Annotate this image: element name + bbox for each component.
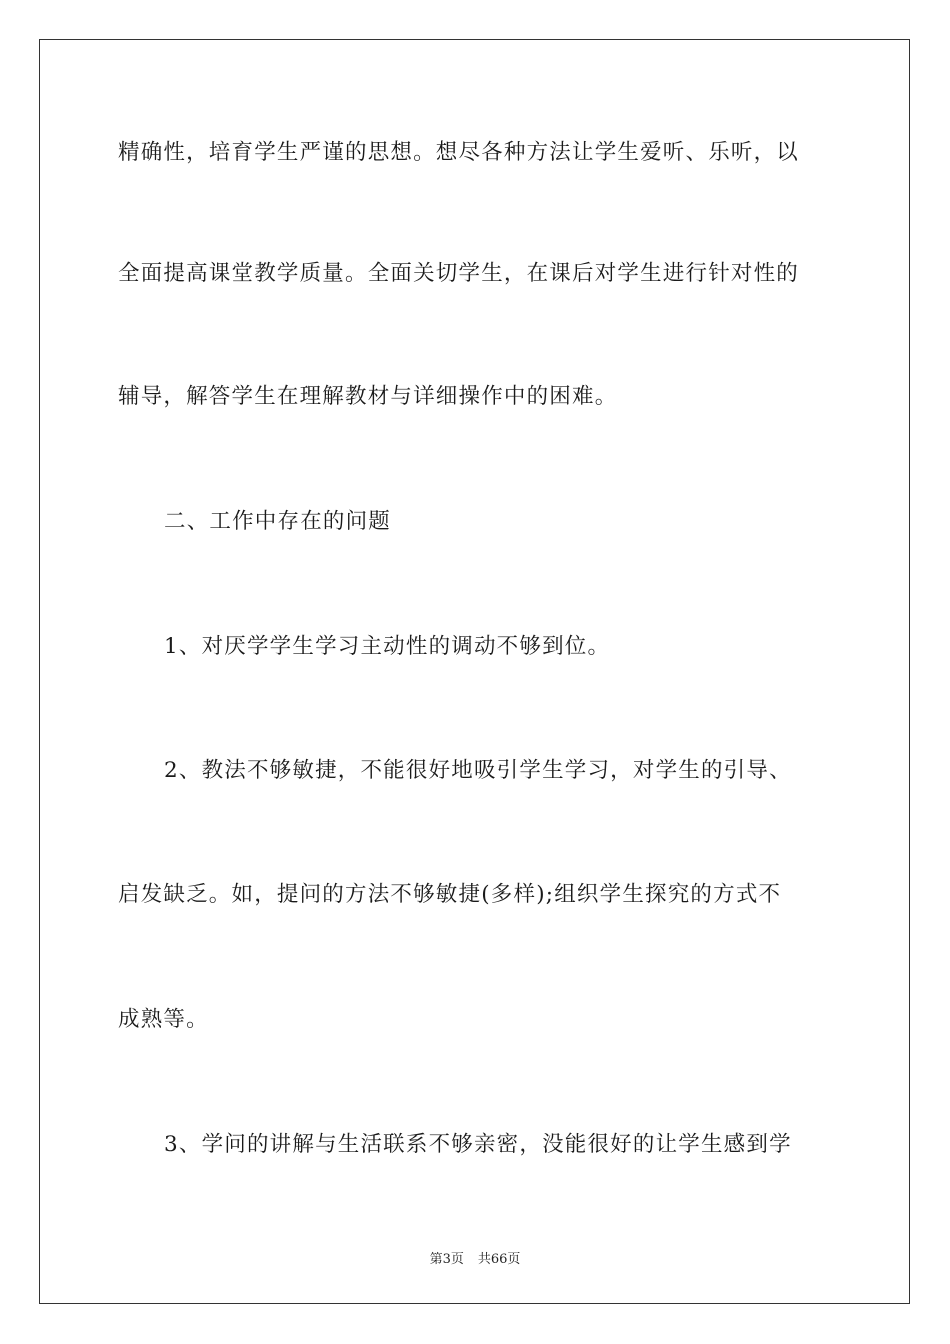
body-text-line: 精确性，培育学生严谨的思想。想尽各种方法让学生爱听、乐听，以 (118, 140, 800, 165)
body-text-line: 辅导，解答学生在理解教材与详细操作中的困难。 (118, 384, 618, 409)
list-item: 1、对厌学学生学习主动性的调动不够到位。 (164, 634, 611, 659)
body-text-line: 成熟等。 (118, 1007, 209, 1032)
page-number: 第3页 (429, 1252, 464, 1267)
page-border (39, 39, 910, 1304)
body-text-line: 全面提高课堂教学质量。全面关切学生，在课后对学生进行针对性的 (118, 261, 800, 286)
page-footer (0, 1248, 950, 1267)
body-text-line: 启发缺乏。如，提问的方法不够敏捷(多样);组织学生探究的方式不 (118, 882, 782, 907)
list-item: 2、教法不够敏捷，不能很好地吸引学生学习，对学生的引导、 (164, 758, 792, 783)
page-total: 共66页 (477, 1252, 521, 1267)
section-heading: 二、工作中存在的问题 (164, 509, 392, 534)
list-item: 3、学问的讲解与生活联系不够亲密，没能很好的让学生感到学 (164, 1132, 792, 1157)
